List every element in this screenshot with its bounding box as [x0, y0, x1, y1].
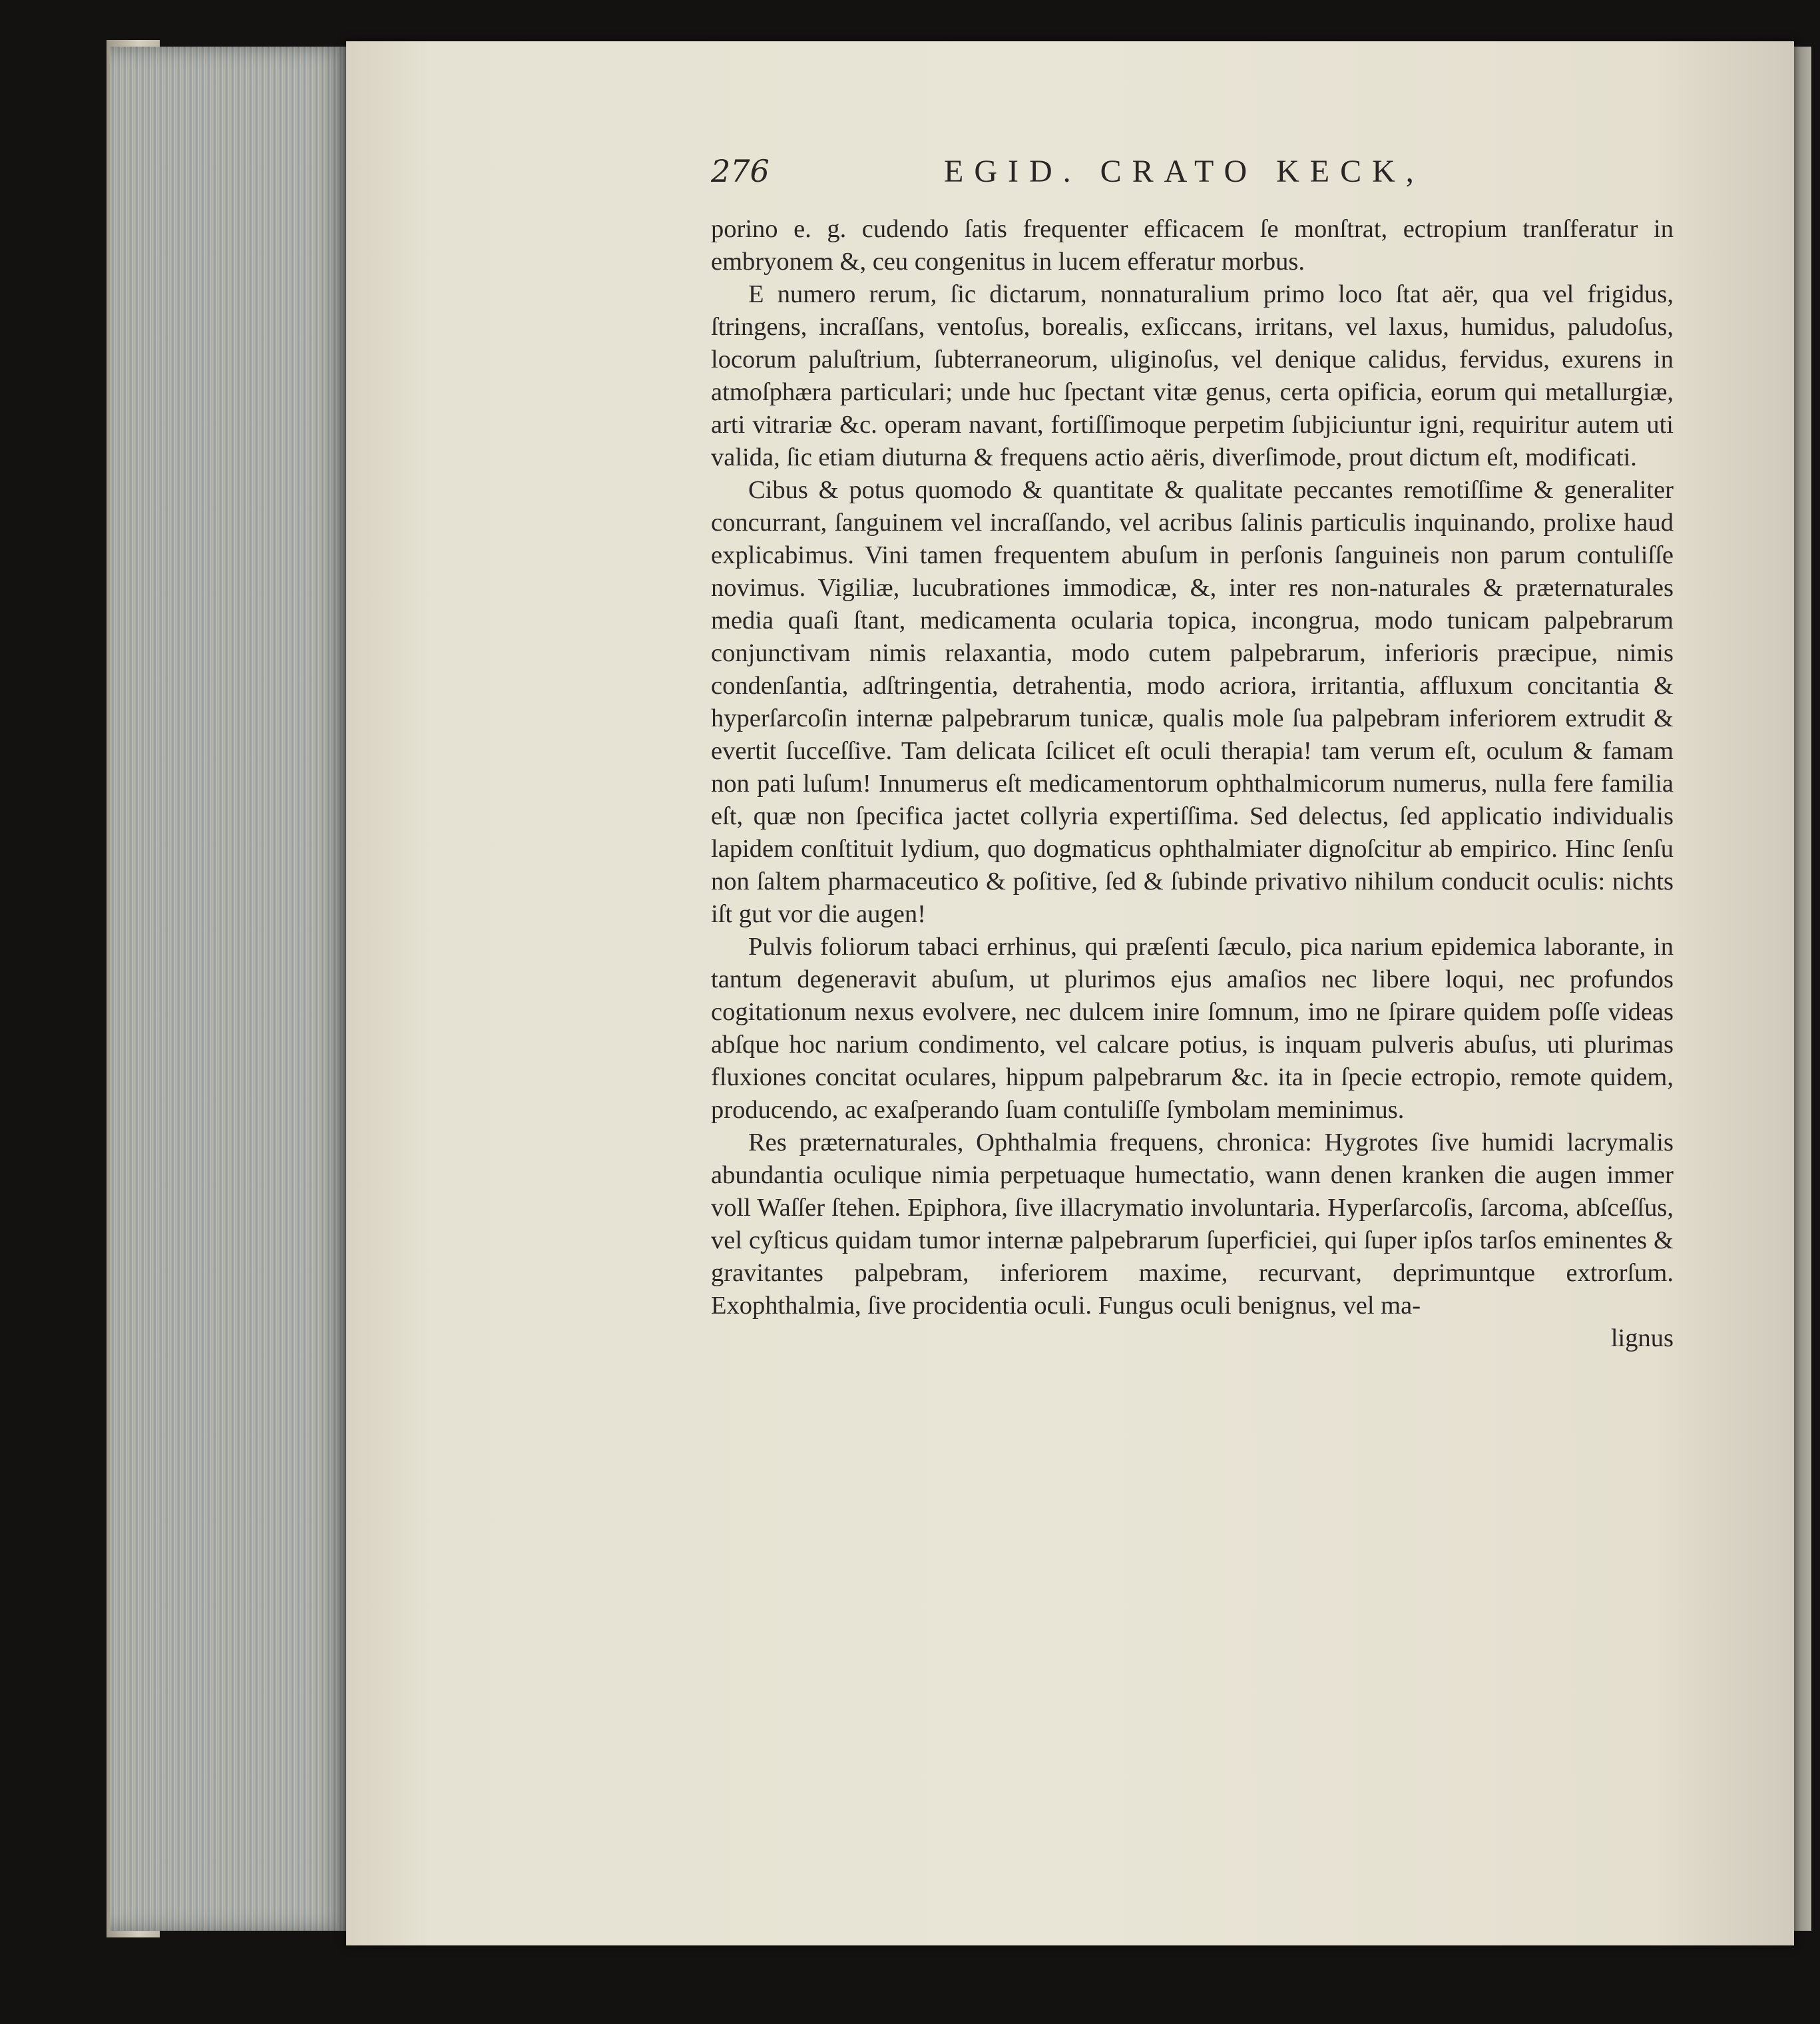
page-text-block — [711, 153, 1674, 1355]
paragraph: E numero rerum, ſic dictarum, nonnaturalium primo loco ſtat aër, qua vel frigidus, ſtringens, incraſſans, ventoſus, borealis, exſiccans, irritans, vel laxus, humidus, paludoſus, locorum paluſtrium, ſubterraneorum, uliginoſus, vel denique calidus, fervidus, exurens in atmoſphæra particulari; unde huc ſpectant vitæ genus, certa opificia, eorum qui metallurgiæ, arti vitrariæ &c. operam navant, fortiſſimoque perpetim ſubjiciuntur igni, requiritur autem uti valida, ſic etiam diuturna & frequens actio aëris, diverſimode, prout dictum eſt, modificati. — [711, 280, 1674, 471]
catchword: lignus — [1610, 1324, 1674, 1352]
page-edges — [110, 47, 349, 1931]
paragraph: Pulvis foliorum tabaci errhinus, qui præſenti ſæculo, pica narium epidemica laborante, in tantum degeneravit abuſum, ut plurimos ejus amaſios nec libere loqui, nec profundos cogitationum nexus evolvere, nec dulcem inire ſomnum, imo ne ſpirare quidem poſſe videas abſque hoc narium condimento, vel calcare potius, is inquam pulveris abuſus, uti plurimas fluxiones concitat oculares, hippum palpebrarum &c. ita in ſpecie ectropio, remote quidem, producendo, ac exaſperando ſuam contuliſſe ſymbolam meminimus. — [711, 933, 1674, 1124]
page-body — [711, 213, 1674, 1322]
paragraph: Res præternaturales, Ophthalmia frequens, chronica: Hygrotes ſive humidi lacrymalis abundantia oculique nimia perpetuaque humectatio, wann denen kranken die augen immer voll Waſſer ſtehen. Epiphora, ſive illacrymatio involuntaria. Hyperſarcoſis, ſarcoma, abſceſſus, vel cyſticus quidam tumor internæ palpebrarum ſuperficiei, qui ſuper ipſos tarſos eminentes & gravitantes palpebram, inferiorem maxime, recurvant, deprimuntque extrorſum. Exophthalmia, ſive procidentia oculi. Fungus oculi benignus, vel ma- — [711, 1129, 1674, 1320]
page-header — [711, 153, 1674, 200]
paragraph: porino e. g. cudendo ſatis frequenter efficacem ſe monſtrat, ectropium tranſferatur in embryonem &, ceu congenitus in lucem efferatur morbus. — [711, 215, 1674, 276]
page-number: 276 — [711, 153, 770, 189]
facing-page-edge — [1794, 47, 1811, 1931]
running-head: EGID. CRATO KECK, — [944, 154, 1425, 189]
paragraph: Cibus & potus quomodo & quantitate & qualitate peccantes remotiſſime & generaliter concurrant, ſanguinem vel incraſſando, vel acribus ſalinis particulis inquinando, prolixe haud explicabimus. Vini tamen frequentem abuſum in perſonis ſanguineis non parum contuliſſe novimus. Vigiliæ, lucubrationes immodicæ, &, inter res non-naturales & præternaturales media quaſi ſtant, medicamenta ocularia topica, incongrua, modo tunicam palpebrarum conjunctivam nimis relaxantia, modo cutem palpebrarum, inferioris præcipue, nimis condenſantia, adſtringentia, detrahentia, modo acriora, irritantia, affluxum concitantia & hyperſarcoſin internæ palpebrarum tunicæ, qualis mole ſua palpebram inferiorem extrudit & evertit ſucceſſive. Tam delicata ſcilicet eſt oculi therapia! tam verum eſt, oculum & famam non pati luſum! Innumerus eſt medicamentorum ophthalmicorum numerus, nulla fere familia eſt, quæ non ſpecifica jactet collyria expertiſſima. Sed delectus, ſed applicatio individualis lapidem conſtituit lydium, quo dogmaticus ophthalmiater dignoſcitur ab empirico. Hinc ſenſu non ſaltem pharmaceutico & poſitive, ſed & ſubinde privativo nihilum conducit oculis: nichts iſt gut vor die augen! — [711, 476, 1674, 928]
